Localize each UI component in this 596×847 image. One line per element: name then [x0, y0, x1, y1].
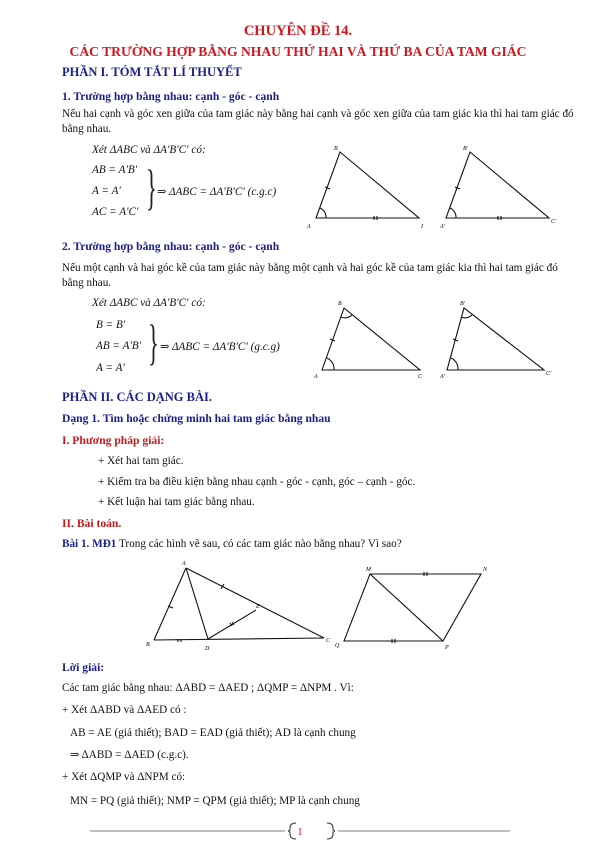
case2-triangle-a1b1c1 [447, 308, 544, 370]
label-C: C [326, 638, 331, 644]
part1-heading: PHẦN I. TÓM TẮT LÍ THUYẾT [62, 65, 242, 79]
label-D: D [205, 646, 210, 652]
exercise-figure-1 [140, 558, 340, 654]
case2-heading: 2. Trường hợp bằng nhau: cạnh - góc - cạnh [62, 240, 280, 253]
label-C1: C′ [551, 219, 557, 225]
case1-figure [300, 142, 570, 234]
label-A1: A′ [440, 374, 445, 380]
case1-text: Nếu hai cạnh và góc xen giữa của tam giác này bằng hai cạnh và góc xen giữa của tam giác kia thì hai tam giác đó bằng nhau. [62, 108, 574, 135]
label-P: P [445, 645, 449, 651]
exercise-1-label: Bài 1. MĐ1 [62, 538, 117, 550]
label-Q: Q [335, 643, 340, 649]
label-C: C [418, 374, 423, 380]
case1-consider: Xét ΔABC và ΔA′B′C′ có: [92, 144, 206, 156]
chapter-title: CHUYÊN ĐỀ 14. [243, 23, 353, 39]
label-B1: B′ [463, 146, 468, 152]
label-A1: A′ [440, 224, 445, 230]
case2-text: Nếu một cạnh và hai góc kề của tam giác này bằng một cạnh và hai góc kề của tam giác kia thì hai tam giác đó bằng nhau. [62, 262, 558, 289]
exercise-heading: II. Bài toán. [62, 517, 122, 530]
case2-conclusion: ⇒ ΔABC = ΔA′B′C′ (g.c.g) [160, 341, 280, 353]
label-C1: C′ [546, 371, 552, 377]
page-number: 1 [297, 826, 303, 838]
type1-heading: Dạng 1. Tìm hoặc chứng minh hai tam giác bằng nhau [62, 412, 331, 425]
label-I: I [421, 224, 423, 230]
exercise-figure-2 [330, 565, 500, 653]
case1-heading: 1. Trường hợp bằng nhau: cạnh - góc - cạnh [62, 90, 280, 103]
solution-heading: Lời giải: [62, 661, 105, 674]
page-title: CÁC TRƯỜNG HỢP BẰNG NHAU THỨ HAI VÀ THỨ BA CỦA TAM GIÁC [69, 44, 527, 59]
label-M: M [366, 567, 371, 573]
solution-line-5: + Xét ΔQMP và ΔNPM có: [62, 771, 186, 783]
exercise-1 [62, 538, 402, 550]
case2-eq1: B = B′ [96, 319, 126, 331]
label-B: B [334, 146, 338, 152]
label-A: A [182, 561, 186, 567]
solution-line-6: MN = PQ (giả thiết); NMP = QPM (giả thiết); MP là cạnh chung [70, 795, 360, 807]
label-N: N [483, 567, 488, 573]
method-step-3: + Kết luận hai tam giác bằng nhau. [98, 496, 255, 508]
label-A: A [307, 224, 311, 230]
case2-eq3: A = A′ [96, 362, 125, 374]
figure1-lines [154, 568, 324, 642]
case2-eq2: AB = A′B′ [96, 340, 142, 352]
label-B1: B′ [460, 301, 465, 307]
solution-line-3: AB = AE (giả thiết); BAD = EAD (giả thiết); AD là cạnh chung [70, 727, 356, 739]
case1-brace: } [146, 159, 157, 215]
case2-brace: } [148, 314, 159, 370]
part2-heading: PHẦN II. CÁC DẠNG BÀI. [62, 390, 213, 404]
case1-conclusion: ⇒ ΔABC = ΔA′B′C′ (c.g.c) [157, 186, 277, 198]
label-B: B [338, 301, 342, 307]
case1-eq3: AC = A′C′ [92, 206, 139, 218]
case2-triangle-abc [322, 308, 420, 370]
label-A: A [314, 374, 318, 380]
case2-figure [300, 296, 570, 386]
solution-line-1: Các tam giác bằng nhau: ΔABD = ΔAED ; ΔQMP = ΔNPM . Vì: [62, 682, 354, 694]
solution-line-2: + Xét ΔABD và ΔAED có : [62, 704, 187, 716]
method-step-1: + Xét hai tam giác. [98, 455, 184, 467]
case1-triangle-abc [316, 152, 419, 220]
figure2-lines [344, 572, 481, 643]
exercise-1-text: Trong các hình vẽ sau, có các tam giác nào bằng nhau? Vì sao? [116, 538, 402, 550]
case1-triangle-a1b1c1 [446, 152, 549, 220]
label-B: B [146, 642, 150, 648]
case1-eq2: A = A′ [92, 185, 121, 197]
solution-line-4: ⇒ ΔABD = ΔAED (c.g.c). [70, 749, 189, 761]
method-step-2: + Kiểm tra ba điều kiện bằng nhau cạnh - góc - cạnh, góc – cạnh - góc. [98, 476, 416, 488]
method-heading: I. Phương pháp giải: [62, 434, 165, 447]
label-E: E [256, 604, 260, 610]
case2-consider: Xét ΔABC và ΔA′B′C′ có: [92, 297, 206, 309]
case1-eq1: AB = A′B′ [92, 164, 138, 176]
